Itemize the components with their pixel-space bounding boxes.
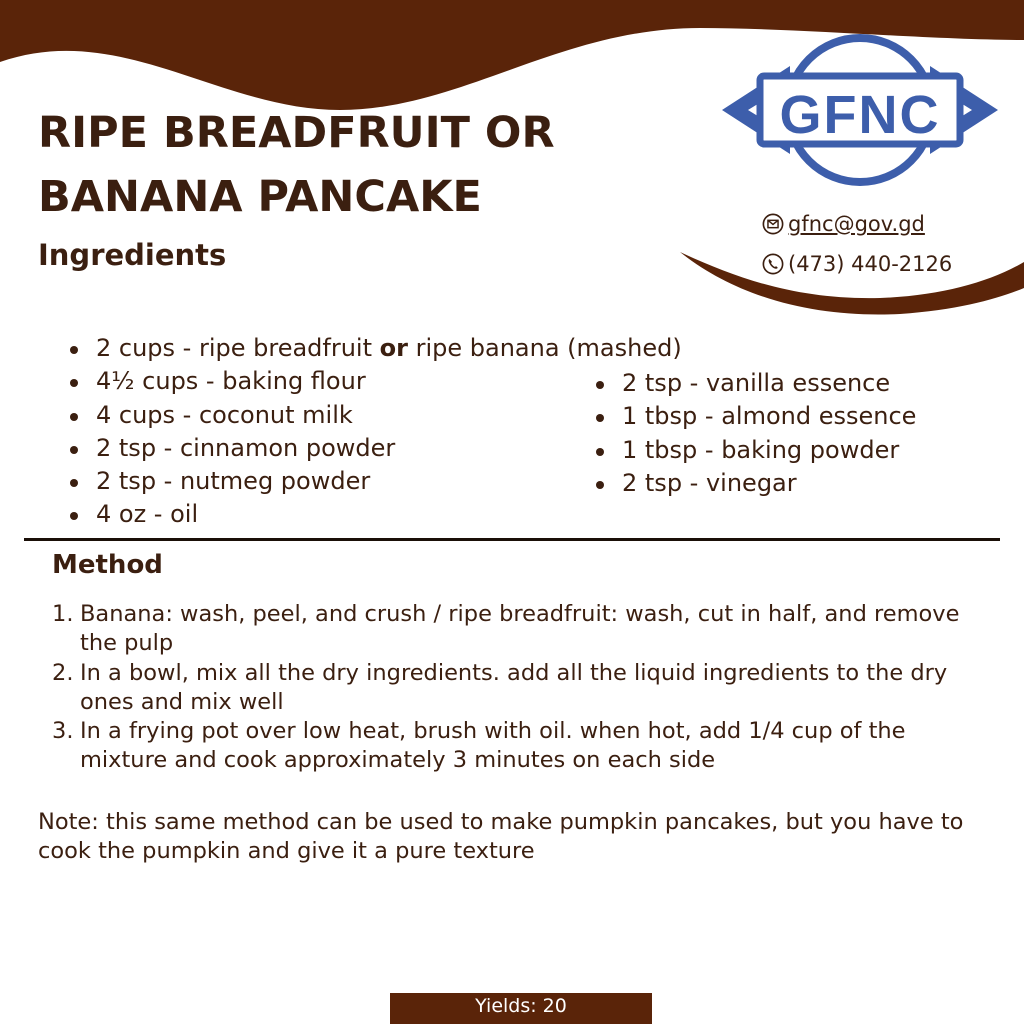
ingredient-item: 2 tsp - cinnamon powder <box>70 432 682 465</box>
method-step <box>52 659 982 718</box>
contact-email[interactable] <box>762 212 925 236</box>
ingredients-heading: Ingredients <box>38 238 227 272</box>
section-divider <box>24 538 1000 541</box>
phone-icon <box>762 253 784 275</box>
method-steps <box>52 600 982 776</box>
recipe-note: Note: this same method can be used to make pumpkin pancakes, but you have to cook the pumpkin and give it a pure texture <box>38 809 964 865</box>
page-title-line-2: BANANA PANCAKE <box>38 172 482 222</box>
envelope-icon <box>762 213 784 235</box>
yields-badge: Yields: 20 <box>390 993 652 1024</box>
step-number: 1. <box>52 601 74 627</box>
phone-number: (473) 440-2126 <box>788 252 953 276</box>
ingredient-item: 2 tsp - vanilla essence <box>596 367 916 400</box>
method-step <box>52 600 982 659</box>
step-text: In a bowl, mix all the dry ingredients. add all the liquid ingredients to the dry ones and mix well <box>80 659 948 715</box>
ingredient-item: 1 tbsp - almond essence <box>596 400 916 433</box>
contact-phone <box>762 252 952 276</box>
logo-text: GFNC <box>779 85 941 145</box>
step-number: 3. <box>52 718 74 745</box>
method-step <box>52 717 982 776</box>
ingredient-item: 1 tbsp - baking powder <box>596 434 916 467</box>
ingredient-item: 4½ cups - baking flour <box>70 365 682 398</box>
step-text: In a frying pot over low heat, brush with oil. when hot, add 1/4 cup of the mixture and cook approximately 3 minutes on each side <box>80 718 906 774</box>
ingredient-item: 2 tsp - vinegar <box>596 467 916 500</box>
page-title-line-1: RIPE BREADFRUIT OR <box>38 108 555 158</box>
method-heading: Method <box>52 550 163 580</box>
ingredient-item: 2 cups - ripe breadfruit or ripe banana (mashed) <box>70 332 682 365</box>
ingredients-list-left <box>70 332 682 532</box>
or-emphasis: or <box>379 334 408 362</box>
ingredient-item: 4 oz - oil <box>70 498 682 531</box>
gfnc-logo <box>722 38 998 182</box>
ingredient-item: 4 cups - coconut milk <box>70 399 682 432</box>
email-link[interactable]: gfnc@gov.gd <box>788 212 925 236</box>
ingredient-item: 2 tsp - nutmeg powder <box>70 465 682 498</box>
step-text: Banana: wash, peel, and crush / ripe breadfruit: wash, cut in half, and remove the pulp <box>80 601 960 657</box>
ingredients-list-right <box>596 367 916 500</box>
step-number: 2. <box>52 659 74 686</box>
